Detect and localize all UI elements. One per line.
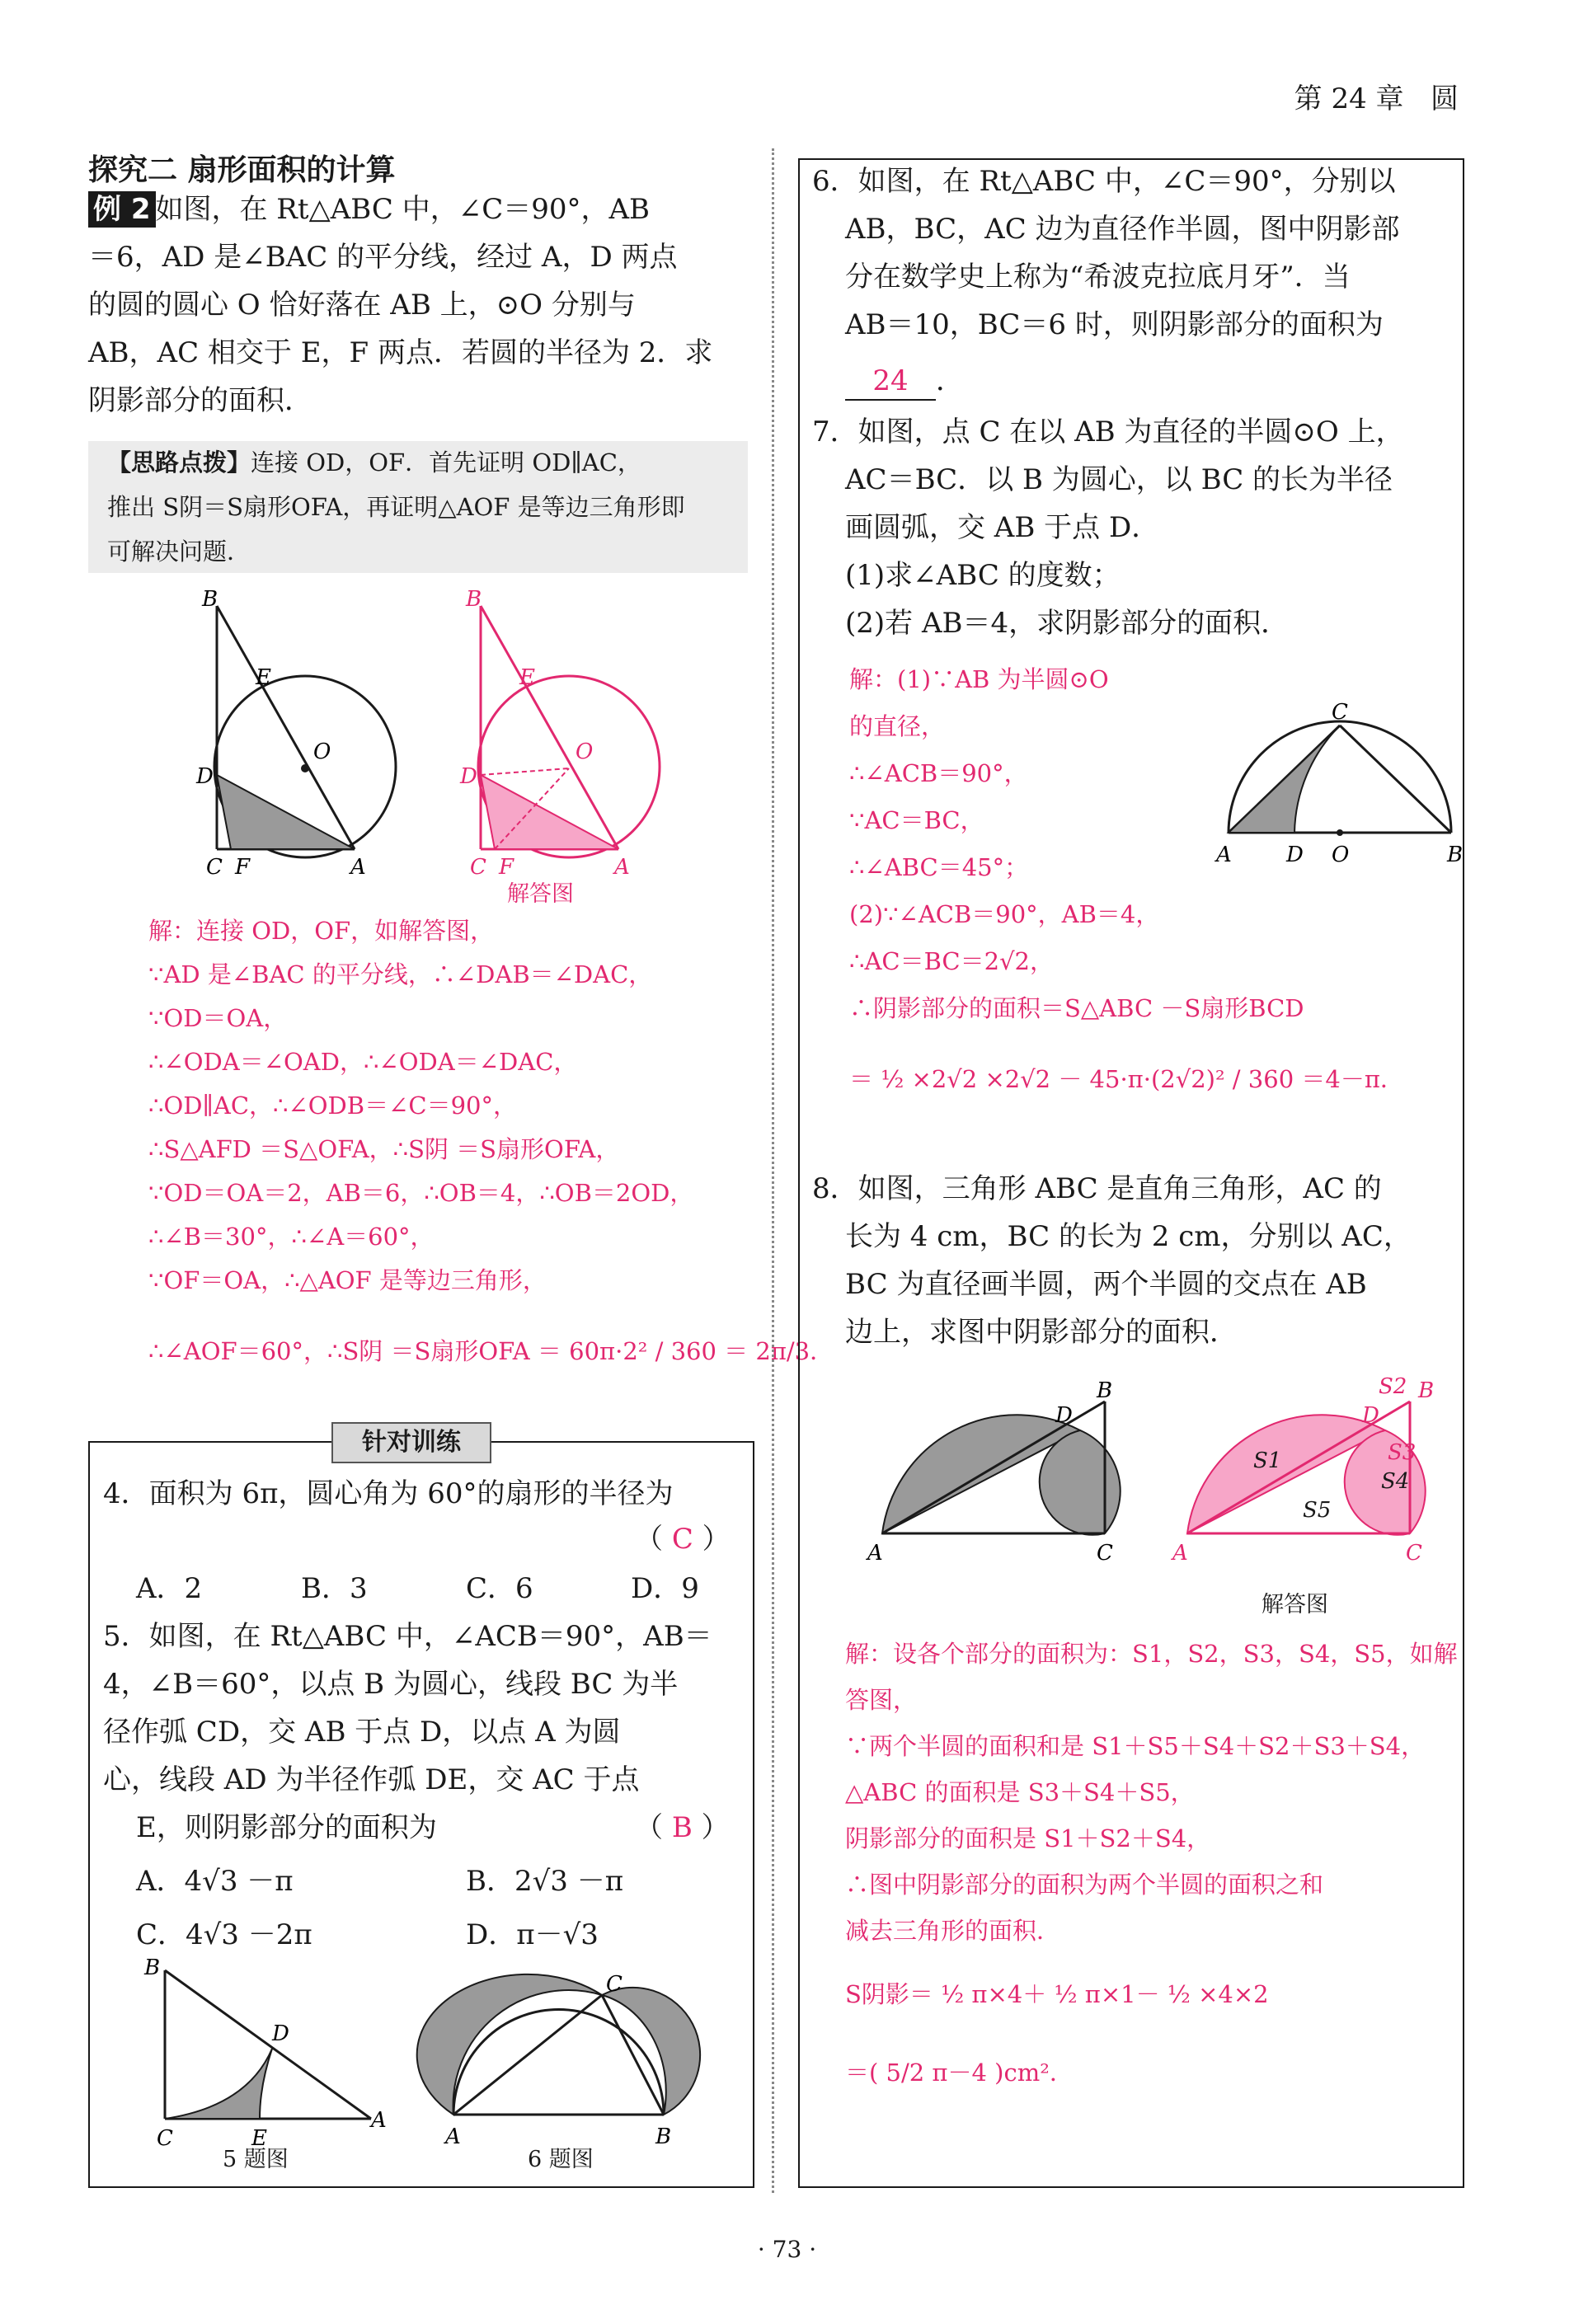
- hint-label: 【思路点拨】: [107, 448, 251, 477]
- q6-answer: 24: [845, 363, 936, 401]
- fig-label: A: [1172, 1541, 1188, 1566]
- fig-label: A: [350, 855, 366, 880]
- q4-answer: C: [671, 1523, 693, 1556]
- q7-line-2: 画圆弧，交 AB 于点 D．: [845, 511, 1160, 544]
- q5-line-3: 心，线段 AD 为半径作弧 DE，交 AC 于点: [103, 1763, 640, 1796]
- section-title: 探究二 扇形面积的计算: [88, 153, 396, 187]
- fig-label: C: [1406, 1541, 1422, 1566]
- hint-line-2: 可解决问题．: [107, 538, 251, 566]
- q5-caption: 5 题图: [223, 2147, 289, 2172]
- fig-label: C: [157, 2126, 173, 2151]
- fig-label: D: [1055, 1403, 1073, 1428]
- q7-solution-3: ∵AC＝BC，: [849, 806, 984, 834]
- q5-figure: [143, 1955, 387, 2151]
- example-line-4: 阴影部分的面积．: [88, 384, 312, 417]
- q8-figure: [866, 1378, 1121, 1566]
- q6-answer-line: 24 ．: [845, 363, 964, 401]
- q7-solution-1: 的直径，: [849, 712, 946, 740]
- hint-line-0: 【思路点拨】连接 OD，OF．首先证明 OD∥AC，: [107, 448, 641, 477]
- q5-option-d: D．π－√3: [466, 1918, 599, 1951]
- example-solution-6: ∵OD＝OA＝2，AB＝6，∴OB＝4，∴OB＝2OD，: [148, 1179, 694, 1207]
- q7-solution-5: (2)∵∠ACB＝90°，AB＝4，: [849, 900, 1160, 928]
- q7-solution-7: ∴阴影部分的面积＝S△ABC －S扇形BCD: [849, 994, 1304, 1022]
- fig-label: O: [576, 739, 594, 764]
- q5-line-4: E，则阴影部分的面积为: [136, 1811, 437, 1844]
- example-figure: [195, 587, 396, 880]
- example-line-2: 的圆的圆心 O 恰好落在 AB 上，⊙O 分别与: [88, 289, 636, 322]
- q7-solution-8: ＝ ½ ×2√2 ×2√2 － 45·π·(2√2)² / 360 ＝4－π．: [849, 1065, 1404, 1093]
- q8-solution-4: 阴影部分的面积是 S1＋S2＋S4，: [845, 1824, 1211, 1852]
- q6-line-1: AB，BC，AC 边为直径作半圆，图中阴影部: [845, 213, 1400, 246]
- example-label: 例 2: [88, 191, 156, 228]
- q5-option-c: C．4√3 －2π: [136, 1918, 312, 1951]
- q8-answer-caption: 解答图: [1262, 1592, 1328, 1617]
- page-number: · 73 ·: [757, 2236, 817, 2263]
- example-solution-0: 解：连接 OD，OF，如解答图，: [148, 917, 495, 945]
- practice-figures: [124, 1954, 742, 2160]
- fig-label: B: [144, 1955, 161, 1980]
- q7-line-4: (2)若 AB＝4，求阴影部分的面积．: [845, 607, 1290, 640]
- fig-label: B: [466, 587, 482, 612]
- q6-line-0: 6．如图，在 Rt△ABC 中，∠C＝90°，分别以: [812, 165, 1396, 198]
- q5-line-2: 径作弧 CD，交 AB 于点 D，以点 A 为圆: [103, 1716, 621, 1749]
- fig-label: A: [371, 2108, 387, 2133]
- q7-solution-2: ∴∠ACB＝90°，: [849, 759, 1028, 787]
- example-solution-9: ∴∠AOF＝60°，∴S阴 ＝S扇形OFA ＝ 60π·2² / 360 ＝ 2π/3．: [148, 1337, 834, 1365]
- fig-label: D: [272, 2021, 289, 2046]
- q7-line-1: AC＝BC．以 B 为圆心，以 BC 的长为半径: [845, 463, 1393, 496]
- fig-label: A: [1216, 843, 1232, 867]
- q8-line-1: 长为 4 cm，BC 的长为 2 cm，分别以 AC，: [845, 1220, 1412, 1253]
- q8-answer-figure: [1171, 1374, 1434, 1566]
- q7-solution-4: ∴∠ABC＝45°；: [849, 853, 1029, 881]
- q4-option-c: C．6: [466, 1572, 533, 1605]
- fig-label: D: [196, 764, 214, 789]
- fig-label: B: [1418, 1378, 1435, 1403]
- q8-solution-3: △ABC 的面积是 S3＋S4＋S5，: [845, 1778, 1195, 1806]
- fig-label: E: [251, 2126, 267, 2151]
- q8-line-2: BC 为直径画半圆，两个半圆的交点在 AB: [845, 1268, 1367, 1301]
- fig-label: S5: [1303, 1498, 1332, 1523]
- fig-label: S2: [1379, 1374, 1407, 1399]
- example-answer-figure: [459, 587, 660, 880]
- q7-figure: [1204, 693, 1468, 874]
- fig-label: C: [606, 1972, 623, 1997]
- q7-line-0: 7．如图，点 C 在以 AB 为直径的半圆⊙O 上，: [812, 416, 1404, 448]
- q8-solution-5: ∴图中阴影部分的面积为两个半圆的面积之和: [845, 1871, 1324, 1899]
- q7-solution-0: 解：(1)∵AB 为半圆⊙O: [849, 665, 1109, 693]
- q4-option-a: A．2: [136, 1572, 203, 1605]
- fig-label: C: [470, 855, 486, 880]
- example-figures: [181, 585, 759, 915]
- fig-label: B: [1447, 843, 1464, 867]
- example-solution-3: ∴∠ODA＝∠OAD，∴∠ODA＝∠DAC，: [148, 1048, 578, 1076]
- q7-solution-6: ∴AC＝BC＝2√2，: [849, 947, 1055, 975]
- q8-figures: [857, 1369, 1459, 1566]
- example-solution-1: ∵AD 是∠BAC 的平分线，∴∠DAB＝∠DAC，: [148, 960, 653, 988]
- fig-label: O: [1332, 843, 1350, 867]
- practice-tab: 针对训练: [331, 1422, 491, 1463]
- fig-label: D: [460, 764, 477, 789]
- q8-line-0: 8．如图，三角形 ABC 是直角三角形，AC 的: [812, 1172, 1382, 1205]
- q8-solution-7: S阴影＝ ½ π×4＋ ½ π×1－ ½ ×4×2: [845, 1980, 1269, 2008]
- fig-label: A: [445, 2124, 461, 2149]
- q8-solution-2: ∵两个半圆的面积和是 S1＋S5＋S4＋S2＋S3＋S4，: [845, 1732, 1426, 1760]
- example-solution-8: ∵OF＝OA，∴△AOF 是等边三角形，: [148, 1266, 547, 1294]
- q8-solution-0: 解：设各个部分的面积为：S1，S2，S3，S4，S5，如解: [845, 1640, 1458, 1668]
- fig-label: A: [867, 1541, 883, 1566]
- fig-label: D: [1362, 1403, 1379, 1428]
- q6-line-2: 分在数学史上称为“希波克拉底月牙”．当: [845, 261, 1351, 293]
- fig-label: C: [1332, 700, 1348, 725]
- q5-option-b: B．2√3 －π: [466, 1865, 624, 1898]
- q5-answer: B: [671, 1811, 693, 1844]
- fig-label: F: [499, 855, 514, 880]
- example-answer-caption: 解答图: [507, 881, 574, 907]
- example-line-0: 例 2 如图，在 Rt△ABC 中，∠C＝90°，AB: [88, 191, 650, 228]
- example-solution-4: ∴OD∥AC，∴∠ODB＝∠C＝90°，: [148, 1092, 517, 1120]
- q4-option-b: B．3: [301, 1572, 368, 1605]
- q8-solution-8: ＝( 5/2 π－4 )cm²．: [845, 2059, 1074, 2087]
- q5-option-a: A．4√3 －π: [136, 1865, 294, 1898]
- fig-label: F: [235, 855, 251, 880]
- q6-caption: 6 题图: [528, 2147, 594, 2172]
- fig-label: E: [519, 665, 535, 690]
- q7-line-3: (1)求∠ABC 的度数；: [845, 559, 1121, 592]
- example-solution-5: ∴S△AFD ＝S△OFA，∴S阴 ＝S扇形OFA，: [148, 1135, 620, 1163]
- fig-label: B: [1097, 1378, 1113, 1403]
- fig-label: C: [1097, 1541, 1113, 1566]
- q4-option-d: D．9: [631, 1572, 699, 1605]
- fig-label: C: [206, 855, 223, 880]
- fig-label: E: [256, 665, 271, 690]
- q5-answer-slot: （ B ）: [635, 1811, 730, 1844]
- fig-label: O: [313, 739, 331, 764]
- fig-label: S3: [1388, 1440, 1417, 1465]
- fig-label: B: [202, 587, 218, 612]
- chapter-title: 圆: [1431, 82, 1459, 115]
- example-line-1: ＝6，AD 是∠BAC 的平分线，经过 A，D 两点: [88, 241, 678, 274]
- chapter-number: 第 24 章: [1294, 82, 1404, 115]
- q4-answer-slot: （ C ）: [635, 1523, 731, 1556]
- example-solution-7: ∴∠B＝30°，∴∠A＝60°，: [148, 1223, 435, 1251]
- q4-stem: 4．面积为 6π，圆心角为 60°的扇形的半径为: [103, 1477, 674, 1510]
- fig-label: S4: [1381, 1469, 1410, 1494]
- fig-label: B: [655, 2124, 672, 2149]
- hint-line-1: 推出 S阴＝S扇形OFA，再证明△AOF 是等边三角形即: [107, 493, 685, 521]
- q8-solution-6: 减去三角形的面积．: [845, 1917, 1061, 1945]
- fig-label: D: [1286, 843, 1304, 867]
- q6-figure: [417, 1972, 700, 2149]
- example-solution-2: ∵OD＝OA，: [148, 1004, 288, 1032]
- fig-label: A: [614, 855, 630, 880]
- chapter-header: [1294, 76, 1459, 116]
- column-divider: [772, 148, 774, 2193]
- q8-solution-1: 答图，: [845, 1686, 918, 1714]
- example-line-3: AB，AC 相交于 E，F 两点．若圆的半径为 2．求: [88, 336, 713, 369]
- q5-line-1: 4，∠B＝60°，以点 B 为圆心，线段 BC 为半: [103, 1668, 679, 1701]
- fig-label: S1: [1253, 1448, 1282, 1473]
- q6-line-3: AB＝10，BC＝6 时，则阴影部分的面积为: [845, 308, 1384, 341]
- q8-line-3: 边上，求图中阴影部分的面积．: [845, 1316, 1238, 1349]
- q5-line-0: 5．如图，在 Rt△ABC 中，∠ACB＝90°，AB＝: [103, 1620, 712, 1653]
